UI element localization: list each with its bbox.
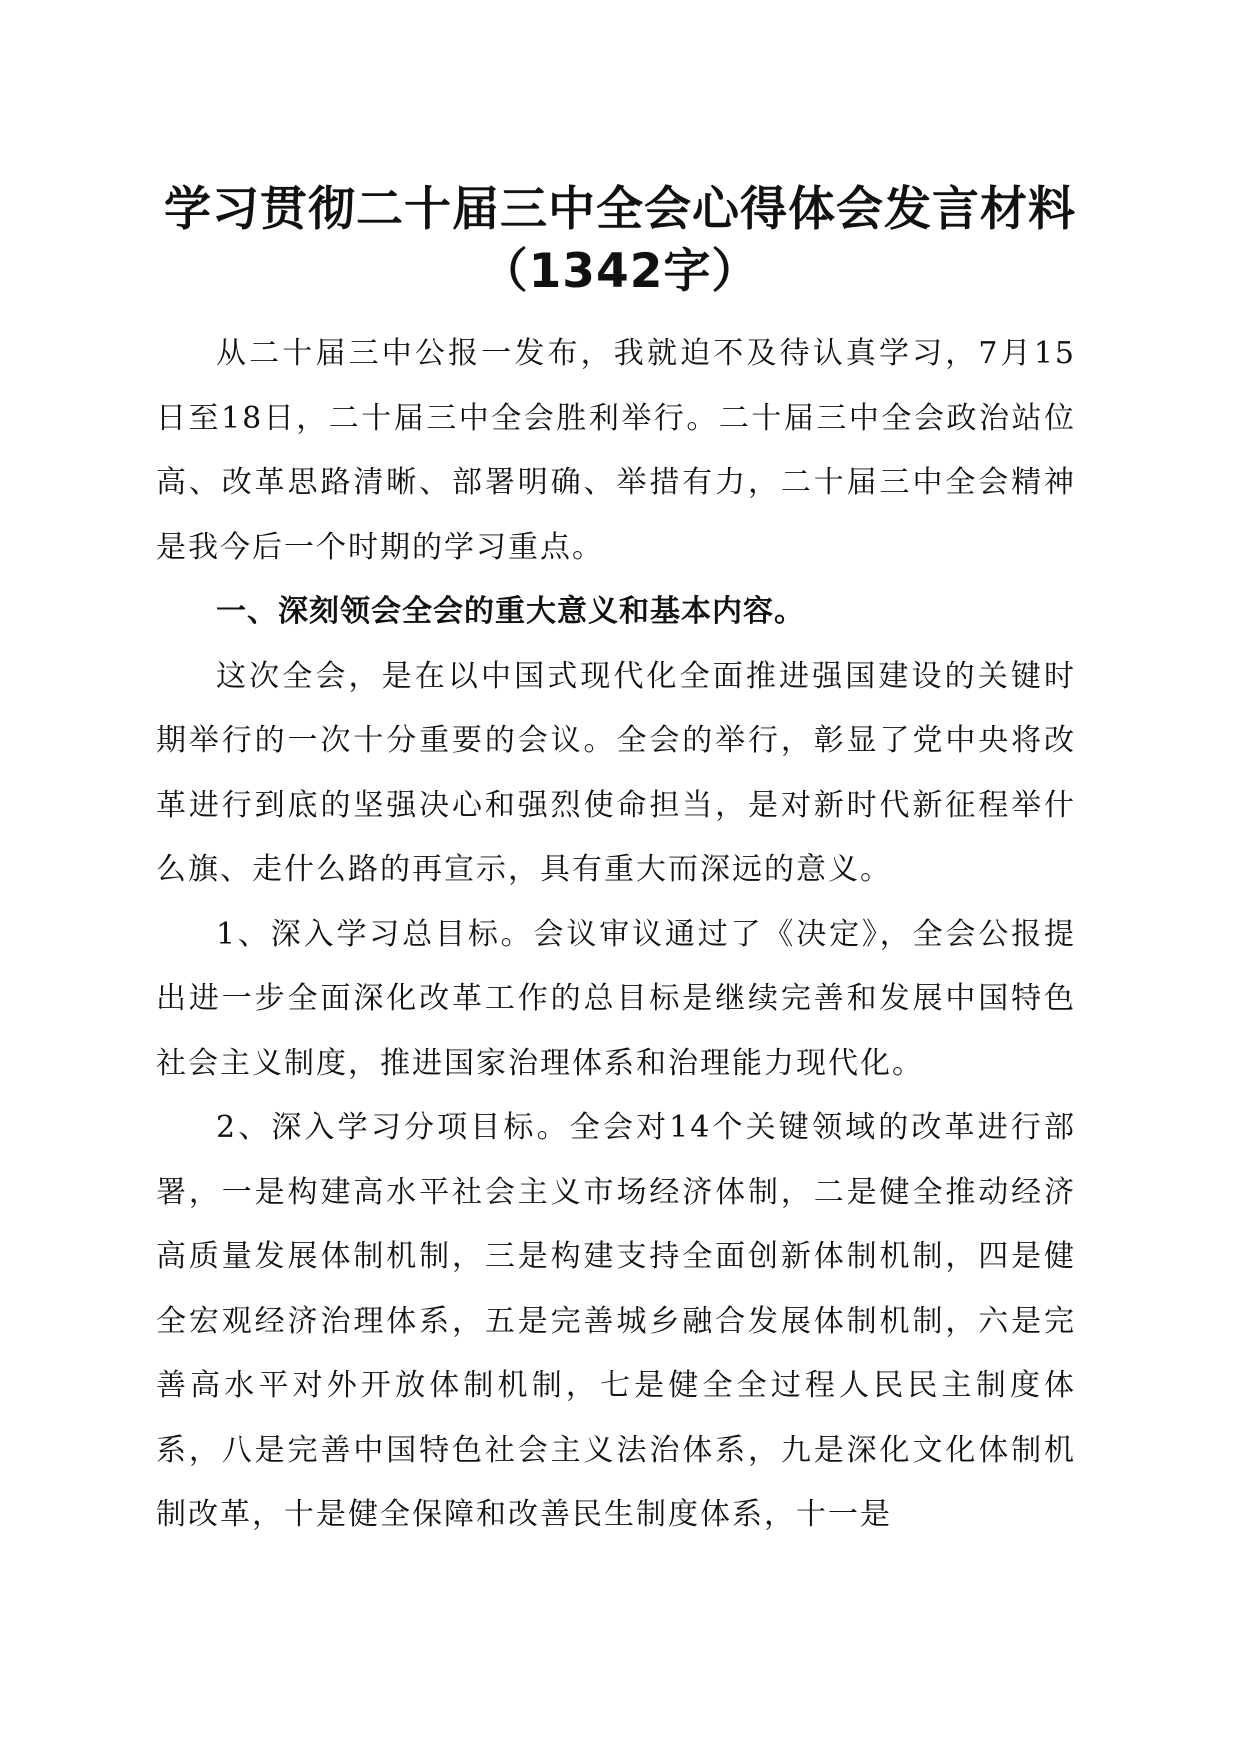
document-subtitle: （1342字） [480,244,760,299]
document-body [156,322,1076,1548]
body-paragraph: 这次全会，是在以中国式现代化全面推进强国建设的关键时期举行的一次十分重要的会议。全会的举行，彰显了党中央将改革进行到底的坚强决心和强烈使命担当，是对新时代新征程举什么旗、走什么路的再宣示，具有重大而深远的意义。 [156,658,1076,887]
intro-paragraph: 从二十届三中公报一发布，我就迫不及待认真学习，7月15日至18日，二十届三中全会胜利举行。二十届三中全会政治站位高、改革思路清晰、部署明确、举措有力，二十届三中全会精神是我今后一个时期的学习重点。 [156,336,1076,565]
document-title: 学习贯彻二十届三中全会心得体会发言材料 [164,182,1076,237]
section-heading: 一、深刻领会全会的重大意义和基本内容。 [216,594,805,629]
body-paragraph: 1、深入学习总目标。会议审议通过了《决定》，全会公报提出进一步全面深化改革工作的总目标是继续完善和发展中国特色社会主义制度，推进国家治理体系和治理能力现代化。 [156,916,1076,1081]
body-paragraph: 2、深入学习分项目标。全会对14个关键领域的改革进行部署，一是构建高水平社会主义市场经济体制，二是健全推动经济高质量发展体制机制，三是构建支持全面创新体制机制，四是健全宏观经济治理体系，五是完善城乡融合发展体制机制，六是完善高水平对外开放体制机制，七是健全全过程人民民主制度体系，八是完善中国特色社会主义法治体系，九是深化文化体制机制改革，十是健全保障和改善民生制度体系，十一是 [156,1110,1076,1532]
